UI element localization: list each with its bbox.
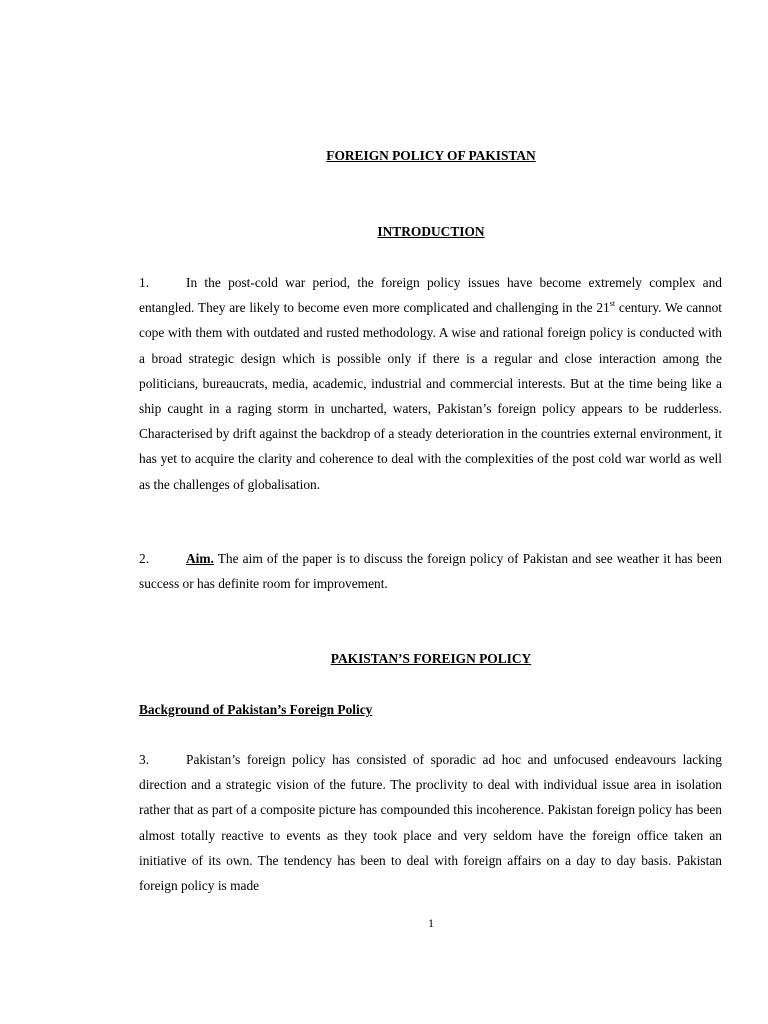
document-title: FOREIGN POLICY OF PAKISTAN xyxy=(326,148,536,163)
paragraph-3 xyxy=(139,747,722,898)
subsection-heading: Background of Pakistan’s Foreign Policy xyxy=(139,702,373,717)
aim-label: Aim. xyxy=(186,551,214,566)
paragraph-2 xyxy=(139,546,722,596)
paragraph-number: 3. xyxy=(139,752,150,767)
section-heading: PAKISTAN’S FOREIGN POLICY xyxy=(330,651,532,666)
paragraph-number: 2. xyxy=(139,551,150,566)
page-number: 1 xyxy=(428,916,434,930)
paragraph-number: 1. xyxy=(139,275,150,290)
introduction-heading: INTRODUCTION xyxy=(377,224,485,239)
paragraph-text: The aim of the paper is to discuss the foreign policy of Pakistan and see weather it has been success or has definite room for improvement. xyxy=(139,551,722,592)
paragraph-text: Pakistan’s foreign policy has consisted of sporadic ad hoc and unfocused endeavours lacking direction and a strategic vision of the future. The proclivity to deal with individual issue area in isolation rather that as part of a composite picture has compounded this incoherence. Pakistan foreign policy has been almost totally reactive to events as they took place and very seldom have the foreign office taken an initiative of its own. The tendency has been to deal with foreign affairs on a day to day basis. Pakistan foreign policy is made xyxy=(139,752,722,894)
paragraph-text: In the post-cold war period, the foreign policy issues have become extremely complex and entangled. They are likely to become even more complicated and challenging in the 21 xyxy=(139,275,722,316)
paragraph-1 xyxy=(139,270,722,497)
superscript: st xyxy=(609,299,616,309)
paragraph-text: century. We cannot cope with them with outdated and rusted methodology. A wise and rational foreign policy is conducted with a broad strategic design which is possible only if there is a regular and close interaction among the politicians, bureaucrats, media, academic, industrial and commercial interests. But at the time being like a ship caught in a raging storm in uncharted, waters, Pakistan’s foreign policy appears to be rudderless. Characterised by drift against the backdrop of a steady deterioration in the countries external environment, it has yet to acquire the clarity and coherence to deal with the complexities of the post cold war world as well as the challenges of globalisation. xyxy=(139,300,723,492)
